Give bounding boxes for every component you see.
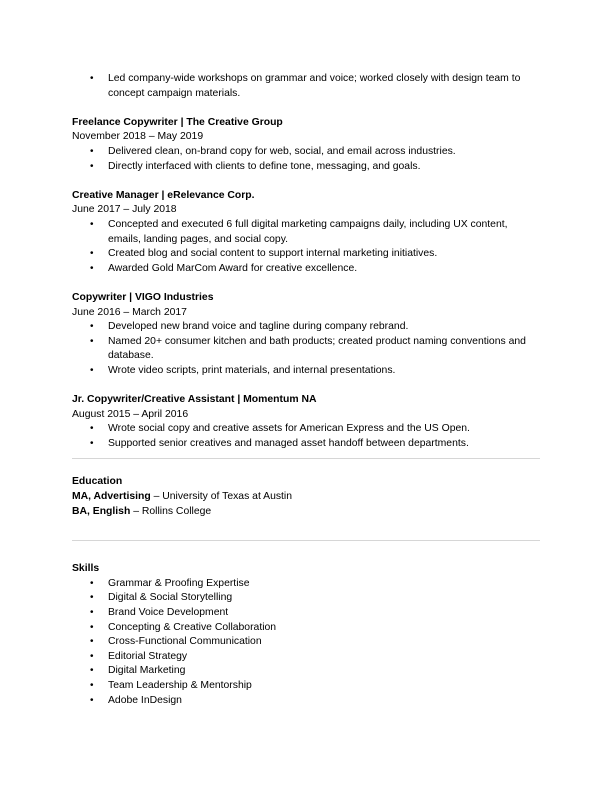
section-divider: [72, 540, 540, 541]
job-bullet-list: [72, 145, 540, 174]
job-title: Creative Manager | eRelevance Corp.: [72, 189, 255, 201]
list-item: • Wrote social copy and creative assets for American Express and the US Open.: [108, 422, 540, 437]
degree-line: [72, 490, 540, 505]
job-title: Freelance Copywriter | The Creative Group: [72, 116, 283, 128]
job-dates: June 2016 – March 2017: [72, 306, 187, 318]
job-title: Copywriter | VIGO Industries: [72, 291, 214, 303]
list-item: • Wrote video scripts, print materials, and internal presentations.: [108, 364, 540, 379]
skills-list: [72, 577, 540, 708]
section-divider: [72, 458, 540, 459]
list-item: • Directly interfaced with clients to define tone, messaging, and goals.: [108, 160, 540, 175]
intro-bullet-list: [72, 72, 540, 101]
job-bullet-list: [72, 320, 540, 378]
job-dates: August 2015 – April 2016: [72, 408, 189, 420]
job-entry-creative-group: [72, 116, 540, 174]
school-name: – Rollins College: [130, 505, 212, 517]
education-section: [72, 475, 540, 519]
section-title: Education: [72, 476, 123, 488]
list-item: • Concepted and executed 6 full digital marketing campaigns daily, including UX content, emails, landing pages, and social copy.: [108, 218, 540, 247]
list-item: • Grammar & Proofing Expertise: [108, 577, 540, 592]
list-item: • Awarded Gold MarCom Award for creative excellence.: [108, 262, 540, 277]
degree-line: [72, 505, 540, 520]
degree-name: MA, Advertising: [72, 491, 151, 503]
school-name: – University of Texas at Austin: [150, 491, 293, 503]
job-entry-vigo: [72, 291, 540, 379]
job-dates: June 2017 – July 2018: [72, 204, 177, 216]
list-item: • Editorial Strategy: [108, 650, 540, 665]
list-item: • Digital Marketing: [108, 664, 540, 679]
job-entry-erelevance: [72, 189, 540, 277]
list-item: • Led company-wide workshops on grammar and voice; worked closely with design team to concept campaign materials.: [108, 72, 540, 101]
degree-name: BA, English: [72, 505, 131, 517]
skills-section: [72, 562, 540, 708]
job-entry-momentum: [72, 393, 540, 451]
job-bullet-list: [72, 422, 540, 451]
list-item: • Developed new brand voice and tagline during company rebrand.: [108, 320, 540, 335]
section-title: Skills: [72, 563, 100, 575]
list-item: • Supported senior creatives and managed asset handoff between departments.: [108, 437, 540, 452]
list-item: • Digital & Social Storytelling: [108, 591, 540, 606]
list-item: • Concepting & Creative Collaboration: [108, 621, 540, 636]
job-title: Jr. Copywriter/Creative Assistant | Momentum NA: [72, 394, 317, 406]
list-item: • Team Leadership & Mentorship: [108, 679, 540, 694]
job-bullet-list: [72, 218, 540, 276]
list-item: • Adobe InDesign: [108, 694, 540, 709]
list-item: • Created blog and social content to support internal marketing initiatives.: [108, 247, 540, 262]
list-item: • Brand Voice Development: [108, 606, 540, 621]
list-item: • Cross-Functional Communication: [108, 635, 540, 650]
job-dates: November 2018 – May 2019: [72, 131, 204, 143]
list-item: • Delivered clean, on-brand copy for web, social, and email across industries.: [108, 145, 540, 160]
resume-page: [72, 72, 540, 708]
list-item: • Named 20+ consumer kitchen and bath products; created product naming conventions and database.: [108, 335, 540, 364]
